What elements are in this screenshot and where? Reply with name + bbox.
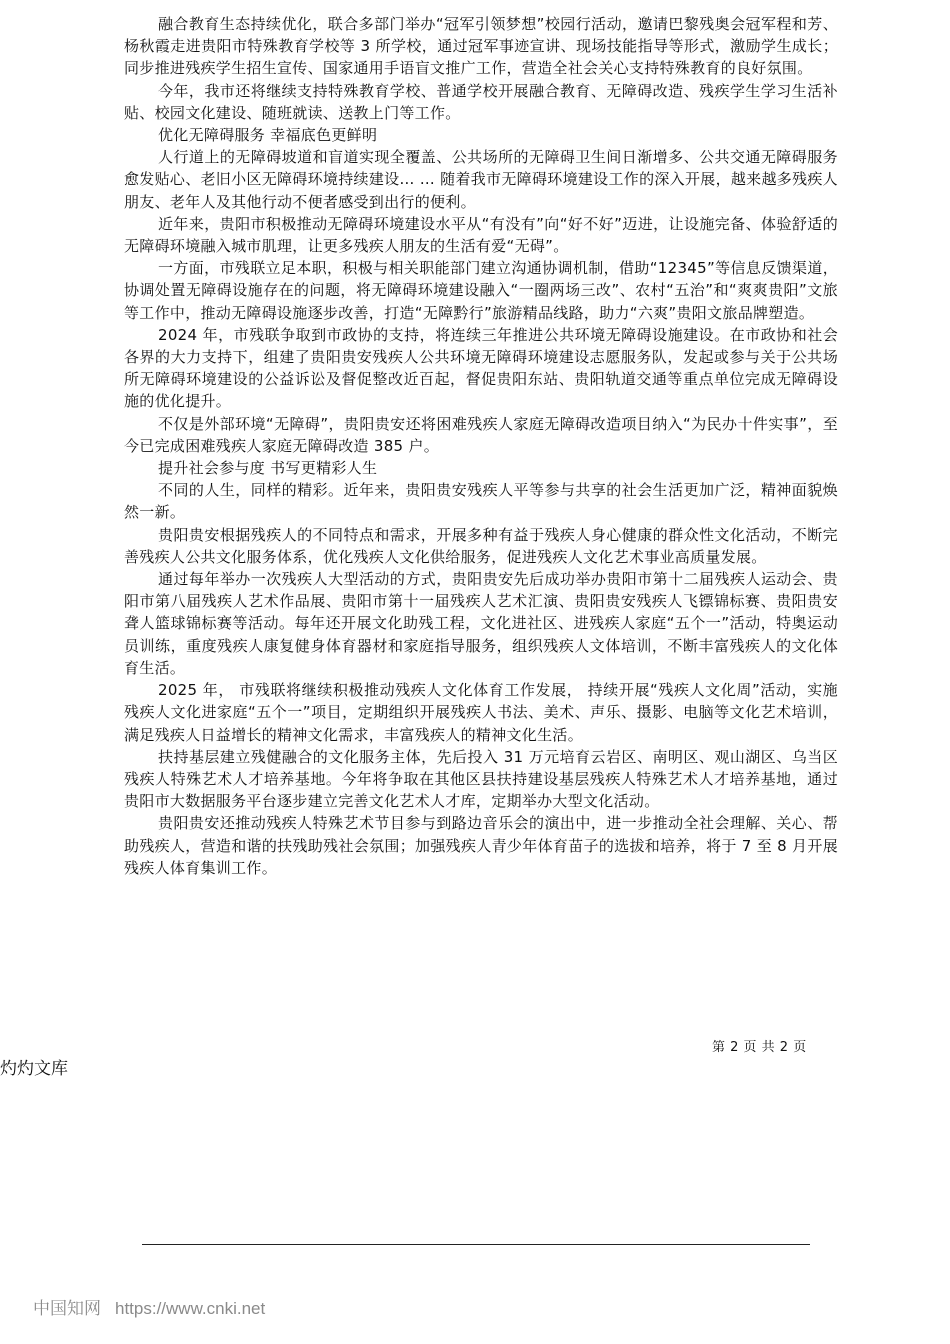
paragraph: 一方面，市残联立足本职，积极与相关职能部门建立沟通协调机制，借助“12345”等信息反馈渠道，协调处置无障碍设施存在的问题，将无障碍环境建设融入“一圈两场三改”、农村“五治”和“爽爽贵阳”文旅等工作中，推动无障碍设施逐步改善，打造“无障黔行”旅游精品线路，助力“六爽”贵阳文旅品牌塑造。 (124, 259, 838, 322)
paragraph: 扶持基层建立残健融合的文化服务主体，先后投入 31 万元培育云岩区、南明区、观山湖区、乌当区残疾人特殊艺术人才培养基地。今年将争取在其他区县扶持建设基层残疾人特殊艺术人才培养基地，通过贵阳市大数据服务平台逐步建立完善文化艺术人才库，定期举办大型文化活动。 (124, 747, 838, 811)
paragraph: 人行道上的无障碍坡道和盲道实现全覆盖、公共场所的无障碍卫生间日渐增多、公共交通无障碍服务愈发贴心、老旧小区无障碍环境持续建设… … 随着我市无障碍环境建设工作的深入开展，越来越多残疾人朋友、老年人及其他行动不便者感受到出行的便利。 (124, 148, 838, 211)
footer-site-name: 中国知网 (33, 1299, 101, 1318)
paragraph: 贵阳贵安根据残疾人的不同特点和需求，开展多种有益于残疾人身心健康的群众性文化活动，不断完善残疾人公共文化服务体系，优化残疾人文化供给服务，促进残疾人文化艺术事业高质量发展。 (124, 525, 838, 566)
paragraph: 近年来，贵阳市积极推动无障碍环境建设水平从“有没有”向“好不好”迈进，让设施完备、体验舒适的无障碍环境融入城市肌理，让更多残疾人朋友的生活有爱“无碍”。 (124, 214, 838, 256)
paragraph: 2024 年，市残联争取到市政协的支持，将连续三年推进公共环境无障碍设施建设。在市政协和社会各界的大力支持下，组建了贵阳贵安残疾人公共环境无障碍环境建设志愿服务队，发起或参与关于公共场所无障碍环境建设的公益诉讼及督促整改近百起，督促贵阳东站、贵阳轨道交通等重点单位完成无障碍设施的优化提升。 (124, 325, 838, 411)
paragraph: 不同的人生，同样的精彩。近年来，贵阳贵安残疾人平等参与共享的社会生活更加广泛，精神面貌焕然一新。 (124, 481, 838, 522)
paragraph: 2025 年， 市残联将继续积极推动残疾人文化体育工作发展， 持续开展“残疾人文化周”活动，实施残疾人文化进家庭“五个一”项目，定期组织开展残疾人书法、美术、声乐、摄影、电脑等文化艺术培训，满足残疾人日益增长的精神文化需求，丰富残疾人的精神文化生活。 (124, 681, 838, 744)
paragraph: 不仅是外部环境“无障碍”，贵阳贵安还将困难残疾人家庭无障碍改造项目纳入“为民办十件实事”，至今已完成困难残疾人家庭无障碍改造 385 户。 (124, 414, 838, 455)
paragraph: 通过每年举办一次残疾人大型活动的方式，贵阳贵安先后成功举办贵阳市第十二届残疾人运动会、贵阳市第八届残疾人艺术作品展、贵阳市第十一届残疾人艺术汇演、贵阳贵安残疾人飞镖锦标赛、贵阳贵安聋人篮球锦标赛等活动。每年还开展文化助残工程，文化进社区、进残疾人家庭“五个一”活动，特奥运动员训练，重度残疾人康复健身体育器材和家庭指导服务，组织残疾人文体培训，不断丰富残疾人的文化体育生活。 (124, 570, 838, 677)
page-number: 第 2 页 共 2 页 (712, 1040, 807, 1055)
paragraph: 融合教育生态持续优化，联合多部门举办“冠军引领梦想”校园行活动，邀请巴黎残奥会冠军程和芳、杨秋霞走进贵阳市特殊教育学校等 3 所学校，通过冠军事迹宣讲、现场技能指导等形式，激励学生成长；同步推进残疾学生招生宣传、国家通用手语盲文推广工作，营造全社会关心支持特殊教育的良好氛围。 (124, 15, 838, 78)
footer-url-link[interactable]: https://www.cnki.net (115, 1299, 266, 1318)
brand-watermark: 灼灼文库 (0, 1059, 68, 1079)
footer (33, 1294, 265, 1319)
article-body (124, 13, 838, 879)
section-heading: 优化无障碍服务 幸福底色更鲜明 (158, 126, 378, 145)
paragraph: 今年，我市还将继续支持特殊教育学校、普通学校开展融合教育、无障碍改造、残疾学生学习生活补贴、校园文化建设、随班就读、送教上门等工作。 (124, 81, 838, 122)
paragraph: 贵阳贵安还推动残疾人特殊艺术节目参与到路边音乐会的演出中，进一步推动全社会理解、关心、帮助残疾人，营造和谐的扶残助残社会氛围；加强残疾人青少年体育苗子的选拔和培养，将于 7 至 8 月开展残疾人体育集训工作。 (124, 814, 838, 877)
footer-divider (142, 1244, 810, 1245)
section-heading: 提升社会参与度 书写更精彩人生 (158, 459, 378, 478)
